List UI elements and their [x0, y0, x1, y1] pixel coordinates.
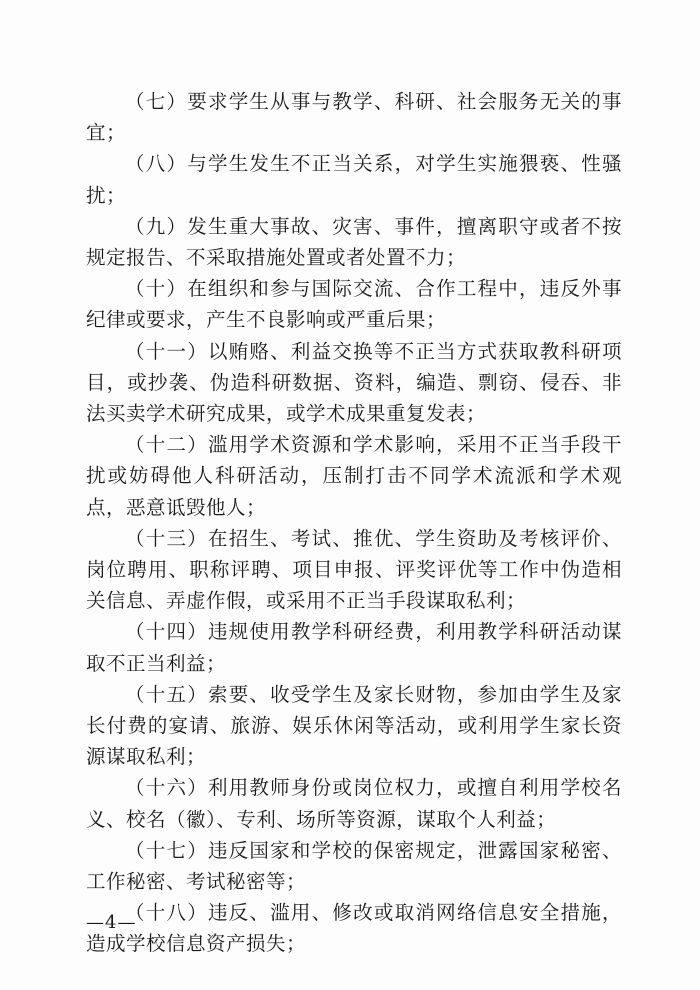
paragraph-item-15: （十五）索要、收受学生及家长财物，参加由学生及家长付费的宴请、旅游、娱乐休闲等活动，或利用学生家长资源谋取私利；	[86, 682, 622, 769]
paragraph-item-8: （八）与学生发生不正当关系，对学生实施猥亵、性骚扰；	[86, 152, 622, 207]
page-number: —4—	[86, 912, 137, 933]
paragraph-item-7: （七）要求学生从事与教学、科研、社会服务无关的事宜；	[86, 90, 622, 145]
paragraph-item-12: （十二）滥用学术资源和学术影响，采用不正当手段干扰或妨碍他人科研活动，压制打击不同学术流派和学术观点，恶意诋毁他人；	[86, 433, 622, 519]
paragraph-item-14: （十四）违规使用教学科研经费，利用教学科研活动谋取不正当利益；	[86, 620, 622, 675]
paragraph-item-9: （九）发生重大事故、灾害、事件，擅离职守或者不按规定报告、不采取措施处置或者处置不力；	[86, 214, 622, 270]
paragraph-item-11: （十一）以贿赂、利益交换等不正当方式获取教科研项目，或抄袭、伪造科研数据、资料，编造、剽窃、侵吞、非法买卖学术研究成果，或学术成果重复发表；	[86, 339, 622, 426]
paragraph-item-16: （十六）利用教师身份或岗位权力，或擅自利用学校名义、校名（徽）、专利、场所等资源，谋取个人利益；	[86, 776, 622, 831]
paragraph-item-18: （十八）违反、滥用、修改或取消网络信息安全措施，造成学校信息资产损失；	[86, 901, 622, 956]
paragraph-item-10: （十）在组织和参与国际交流、合作工程中，违反外事纪律或要求，产生不良影响或严重后果；	[86, 277, 622, 332]
paragraph-item-13: （十三）在招生、考试、推优、学生资助及考核评价、岗位聘用、职称评聘、项目申报、评奖评优等工作中伪造相关信息、弄虚作假，或采用不正当手段谋取私利；	[86, 526, 622, 613]
document-body	[86, 86, 622, 960]
paragraph-item-17: （十七）违反国家和学校的保密规定，泄露国家秘密、工作秘密、考试秘密等；	[86, 838, 622, 894]
